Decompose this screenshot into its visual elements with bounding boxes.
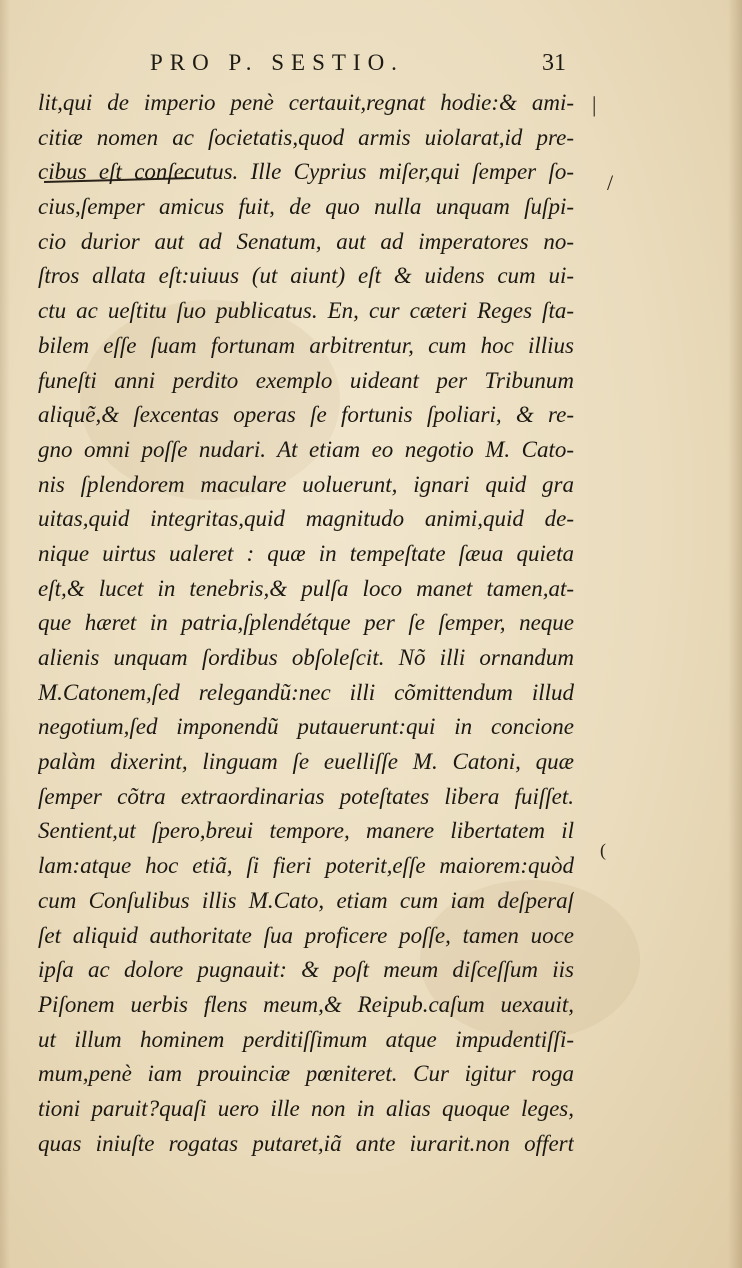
text-line: Piſonem uerbis flens meum,& Reipub.caſum uexauit, <box>38 991 574 1017</box>
text-line: mum,penè iam prouinciæ pœniteret. Cur igitur roga <box>38 1061 574 1087</box>
body-text <box>38 86 574 1161</box>
page-number: 31 <box>542 50 566 76</box>
margin-mark: ( <box>600 840 606 860</box>
text-line: cio durior aut ad Senatum, aut ad imperatores no- <box>38 228 574 254</box>
text-line: bilem eſſe ſuam fortunam arbitrentur, cum hoc illius <box>38 332 574 358</box>
text-line: ut illum hominem perditiſſimum atque impudentiſſi- <box>38 1026 574 1052</box>
text-line: lit,qui de imperio penè certauit,regnat hodie:& ami- <box>38 90 574 115</box>
text-line: ſemper cõtra extraordinarias poteſtates libera fuiſſet. <box>38 783 574 809</box>
text-line: M.Catonem,ſed relegandũ:nec illi cõmittendum illud <box>38 679 574 705</box>
text-line: gno omni poſſe nudari. At etiam eo negotio M. Cato- <box>38 436 574 462</box>
margin-mark: / <box>607 170 614 195</box>
text-line: ſtros allata eſt:uiuus (ut aiunt) eſt & uidens cum ui- <box>38 263 574 289</box>
text-line: lam:atque hoc etiã, ſi fieri poterit,eſſe maiorem:quòd <box>38 853 574 879</box>
running-title: PRO P. SESTIO. <box>150 50 404 75</box>
margin-mark: | <box>592 92 597 117</box>
text-line: alienis unquam ſordibus obſoleſcit. Nõ illi ornandum <box>38 645 574 670</box>
page-gutter-shadow <box>0 0 10 1268</box>
text-line: negotium,ſed imponendũ putauerunt:qui in concione <box>38 714 574 740</box>
text-line: eſt,& lucet in tenebris,& pulſa loco manet tamen,at- <box>38 575 574 601</box>
text-line: quas iniuſte rogatas putaret,iã ante iurarit.non offert <box>38 1130 574 1156</box>
text-line: Sentient,ut ſpero,breui tempore, manere libertatem il <box>38 818 574 844</box>
text-line: ſet aliquid authoritate ſua proficere poſſe, tamen uoce <box>38 922 574 948</box>
text-line: cius,ſemper amicus fuit, de quo nulla unquam ſuſpi- <box>38 194 574 220</box>
text-line: aliquẽ,& ſexcentas operas ſe fortunis ſpoliari, & re- <box>38 402 574 428</box>
page-edge-shadow <box>728 0 742 1268</box>
text-line: cum Conſulibus illis M.Cato, etiam cum iam deſperaſ <box>38 887 574 913</box>
text-line: nis ſplendorem maculare uoluerunt, ignari quid gra <box>38 471 574 497</box>
text-line: uitas,quid integritas,quid magnitudo animi,quid de- <box>38 506 574 532</box>
text-line: palàm dixerint, linguam ſe euelliſſe M. Catoni, quæ <box>38 749 574 775</box>
text-line: nique uirtus ualeret : quæ in tempeſtate ſæua quieta <box>38 540 574 566</box>
text-line: ctu ac ueſtitu ſuo publicatus. En, cur cæteri Reges ſta- <box>38 298 574 324</box>
text-line: funeſti anni perdito exemplo uideant per Tribunum <box>38 367 574 393</box>
text-line: ipſa ac dolore pugnauit: & poſt meum diſceſſum iis <box>38 957 574 983</box>
text-line: tioni paruit?quaſi uero ille non in alias quoque leges, <box>38 1095 574 1121</box>
text-line: que hæret in patria,ſplendétque per ſe ſemper, neque <box>38 610 574 636</box>
text-line: cibus eſt conſecutus. Ille Cyprius miſer,qui ſemper ſo- <box>38 159 574 185</box>
text-line: citiæ nomen ac ſocietatis,quod armis uiolarat,id pre- <box>38 124 574 150</box>
